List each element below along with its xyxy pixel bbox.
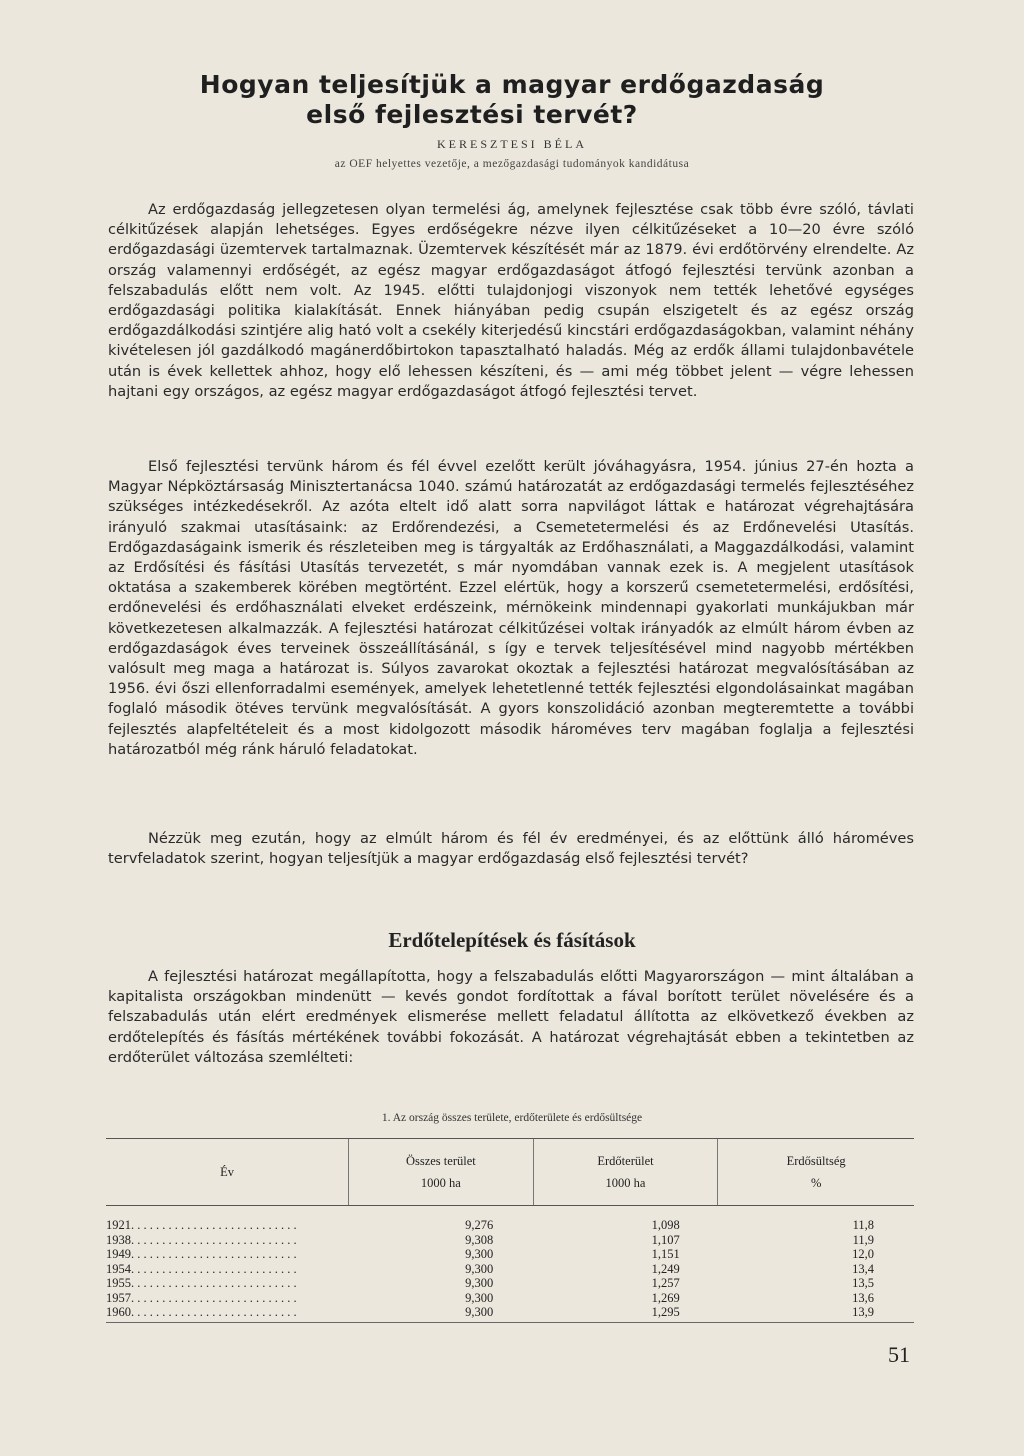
cell-total-area: 9,300	[465, 1247, 494, 1261]
table-row	[106, 1206, 914, 1233]
cell-forest-ratio: 13,9	[718, 1305, 914, 1322]
header-year-label: Év	[220, 1165, 234, 1179]
cell-forest-area: 1,098	[651, 1218, 680, 1232]
cell-year: 1960. . . . . . . . . . . . . . . . . . . . . . . . . . .	[106, 1305, 349, 1322]
author-name: KERESZTESI BÉLA	[437, 137, 587, 151]
cell-year: 1949. . . . . . . . . . . . . . . . . . . . . . . . . . .	[106, 1247, 297, 1261]
cell-forest-area: 1,295	[533, 1305, 718, 1322]
paragraph-text: Az erdőgazdaság jellegzetesen olyan termelési ág, amelynek fejlesztése csak több évre szóló, távlati célkitűzések alapján lehetséges. Egyes erdőségekre nézve ilyen célkitűzéseket a 10—20 évre szóló erdőgazdasági üzemtervek tartalmaznak. Üzemtervek készítését már az 1879. évi erdőtörvény elrendelte. Az ország valamennyi erdőségét, az egész magyar erdőgazdaságot átfogó fejlesztési tervünk azonban a felszabadulás előtt nem volt. Az 1945. előtti tulajdonjogi viszonyok nem tették lehetővé egységes erdőgazdasági politika kialakítását. Ennek hiányában pedig csupán elszigetelt és az egész ország erdőgazdálkodási szintjére alig ható volt a csekély kiterjedésű kincstári erdőgazdaságokban, valamint néhány kivételesen jól gazdálkodó magánerdőbirtokon tapasztalható haladás. Még az erdők állami tulajdonbavétele után is évek kellettek ahhoz, hogy elő lehessen készíteni, és — ami még többet jelent — végre lehessen hajtani egy országos, az egész magyar erdőgazdaságot átfogó fejlesztési tervet.	[108, 201, 914, 400]
cell-forest-ratio: 11,9	[852, 1232, 874, 1247]
header-forest-ratio-label: Erdősültség	[786, 1154, 846, 1168]
table-row	[106, 1262, 914, 1277]
article-title-line2: első fejlesztési tervét?	[306, 100, 638, 129]
header-year	[106, 1139, 349, 1206]
plan-paragraph	[108, 457, 914, 760]
cell-total-area: 9,300	[465, 1261, 494, 1276]
cell-year: 1955. . . . . . . . . . . . . . . . . . . . . . . . . . .	[106, 1276, 297, 1290]
header-total-area-unit: 1000 ha	[420, 1176, 461, 1190]
author-affiliation: az OEF helyettes vezetője, a mezőgazdasági tudományok kandidátusa	[334, 158, 690, 170]
cell-forest-ratio: 12,0	[852, 1247, 874, 1261]
header-forest-ratio	[718, 1139, 914, 1206]
cell-forest-ratio: 13,5	[852, 1276, 874, 1290]
forest-area-table	[106, 1138, 914, 1323]
cell-forest-area: 1,249	[651, 1261, 680, 1276]
header-forest-ratio-unit: %	[810, 1176, 822, 1190]
paragraph-text: Első fejlesztési tervünk három és fél évvel ezelőtt került jóváhagyásra, 1954. június 27-én hozta a Magyar Népköztársaság Minisztertanácsa 1040. számú határozatát az erdőgazdasági termelés fejlesztéséhez szükséges intézkedésekről. Az azóta eltelt idő alatt sorra napvilágot láttak e határozat végrehajtására irányuló szakmai utasításaink: az Erdőrendezési, a Csemetetermelési és az Erdőnevelési Utasítás. Erdőgazdaságaink ismerik és részleteiben meg is tárgyalták az Erdőhasználati, a Maggazdálkodási, valamint az Erdősítési és fásítási Utasítás tervezetét, s már nyomdában vannak ezek is. A megjelent utasítások oktatása a szakemberek körében megtörtént. Ezzel elértük, hogy a korszerű csemetetermelési, erdősítési, erdőnevelési és erdőhasználati elveket erdészeink, mérnökeink mindennapi gyakorlati munkájukban már következetesen alkalmazzák. A fejlesztési határozat célkitűzései voltak irányadók az elmúlt három évben az erdőgazdaságok éves terveinek összeállításánál, s így e tervek teljesítésével mind nagyobb mértékben valósult meg maga a határozat is. Súlyos zavarokat okoztak a fejlesztési határozat megvalósításában az 1956. évi őszi ellenforradalmi események, amelyek lehetetlenné tették fejlesztési elgondolásainkat magában foglaló második ötéves tervünk megvalósítását. A gyors konszolidáció azonban megteremtette a további fejlesztés alapfeltételeit és a most kidolgozott második hároméves terv magában foglalja a fejlesztési határozatból még ránk háruló feladatokat.	[108, 458, 914, 758]
cell-total-area: 9,300	[465, 1276, 494, 1290]
table-caption: 1. Az ország összes területe, erdőterülete és erdősültsége	[381, 1112, 643, 1124]
cell-year: 1954. . . . . . . . . . . . . . . . . . . . . . . . . . .	[106, 1261, 297, 1276]
table-row	[106, 1291, 914, 1306]
header-forest-area-label: Erdőterület	[597, 1154, 654, 1168]
page-number: 51	[888, 1342, 910, 1367]
article-title-line1: Hogyan teljesítjük a magyar erdőgazdaság	[199, 70, 825, 99]
table-row	[106, 1276, 914, 1291]
paragraph-text: Nézzük meg ezután, hogy az elmúlt három és fél év eredményei, és az előttünk álló hároméves tervfeladatok szerint, hogyan teljesítjük a magyar erdőgazdaság első fejlesztési tervét?	[108, 830, 914, 868]
header-forest-area	[533, 1139, 718, 1206]
section-heading: Erdőtelepítések és fásítások	[388, 928, 636, 952]
cell-total-area: 9,308	[465, 1232, 494, 1247]
section-paragraph	[108, 967, 914, 1068]
table-row	[106, 1247, 914, 1262]
cell-year: 1921. . . . . . . . . . . . . . . . . . . . . . . . . . .	[106, 1218, 297, 1232]
cell-total-area: 9,300	[349, 1305, 534, 1322]
cell-forest-area: 1,151	[651, 1247, 680, 1261]
intro-paragraph	[108, 200, 914, 402]
cell-forest-area: 1,269	[651, 1290, 680, 1305]
cell-forest-ratio: 13,6	[852, 1290, 874, 1305]
cell-forest-ratio: 11,8	[852, 1218, 874, 1232]
header-total-area	[349, 1139, 534, 1206]
cell-total-area: 9,300	[465, 1290, 494, 1305]
cell-forest-ratio: 13,4	[852, 1261, 874, 1276]
header-total-area-label: Összes terület	[405, 1154, 476, 1168]
table-row	[106, 1233, 914, 1248]
cell-forest-area: 1,107	[651, 1232, 680, 1247]
cell-year: 1957. . . . . . . . . . . . . . . . . . . . . . . . . . .	[106, 1290, 297, 1305]
cell-year: 1938. . . . . . . . . . . . . . . . . . . . . . . . . . .	[106, 1232, 297, 1247]
cell-forest-area: 1,257	[651, 1276, 680, 1290]
table-header-row	[106, 1139, 914, 1206]
question-paragraph	[108, 829, 914, 869]
cell-total-area: 9,276	[465, 1218, 494, 1232]
header-forest-area-unit: 1000 ha	[605, 1176, 646, 1190]
table-row	[106, 1305, 914, 1322]
paragraph-text: A fejlesztési határozat megállapította, hogy a felszabadulás előtti Magyarországon — mint általában a kapitalista országokban mindenütt — kevés gondot fordítottak a fával borított terület növelésére és a felszabadulás után elért eredmények elismerése mellett feladatul állította az elkövetkező években az erdőtelepítés és fásítás mértékének további fokozását. A határozat végrehajtását ebben a tekintetben az erdőterület változása szemlélteti:	[108, 968, 914, 1066]
